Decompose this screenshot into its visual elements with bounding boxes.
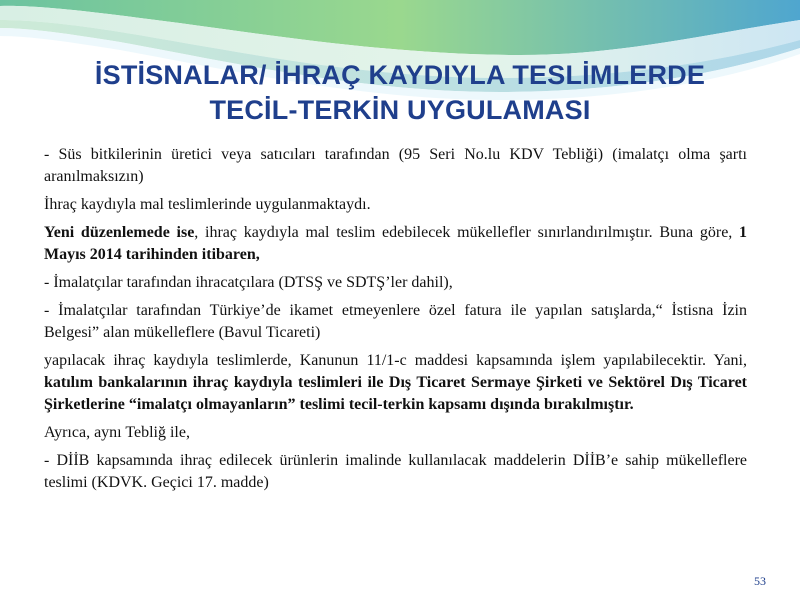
paragraph-3-bold-lead: Yeni düzenlemede ise bbox=[44, 224, 195, 241]
slide-title bbox=[0, 58, 800, 128]
paragraph-4: - İmalatçılar tarafından ihracatçılara (DTSŞ ve SDTŞ’ler dahil), bbox=[44, 274, 453, 291]
paragraph-1: - Süs bitkilerinin üretici veya satıcıları tarafından (95 Seri No.lu KDV Tebliği) (imalatçı olma şartı aranılmaksızın) bbox=[44, 146, 747, 185]
paragraph-3 bbox=[44, 222, 747, 266]
paragraph-3-bold-date: 1 Mayıs 2014 tarihinden itibaren, bbox=[44, 224, 748, 263]
paragraph-8: - DİİB kapsamında ihraç edilecek ürünlerin imalinde kullanılacak maddelerin DİİB’e sahip mükelleflere teslimi (KDVK. Geçici 17. madde) bbox=[44, 452, 747, 491]
slide-body bbox=[44, 144, 747, 500]
paragraph-7: Ayrıca, aynı Tebliğ ile, bbox=[44, 424, 190, 441]
paragraph-6-bold: katılım bankalarının ihraç kaydıyla teslimleri ile Dış Ticaret Sermaye Şirketi ve Sektörel Dış Ticaret Şirketlerine “imalatçı olmayanların” teslimi tecil-terkin kapsamı dışında bırakılmıştır. bbox=[44, 374, 747, 413]
paragraph-6 bbox=[44, 350, 747, 416]
title-line-1: İSTİSNALAR/ İHRAÇ KAYDIYLA TESLİMLERDE bbox=[94, 60, 706, 90]
page-number: 53 bbox=[754, 574, 766, 588]
paragraph-2: İhraç kaydıyla mal teslimlerinde uygulanmaktaydı. bbox=[44, 196, 371, 213]
title-line-2: TECİL-TERKİN UYGULAMASI bbox=[209, 95, 591, 125]
paragraph-6-text: yapılacak ihraç kaydıyla teslimlerde, Kanunun 11/1-c maddesi kapsamında işlem yapılabilecektir. Yani, bbox=[44, 352, 747, 369]
paragraph-3-text: , ihraç kaydıyla mal teslim edebilecek mükellefler sınırlandırılmıştır. Buna göre, bbox=[194, 224, 740, 241]
paragraph-5: - İmalatçılar tarafından Türkiye’de ikamet etmeyenlere özel fatura ile yapılan satışlarda,“ İstisna İzin Belgesi” alan mükelleflere (Bavul Ticareti) bbox=[44, 302, 747, 341]
